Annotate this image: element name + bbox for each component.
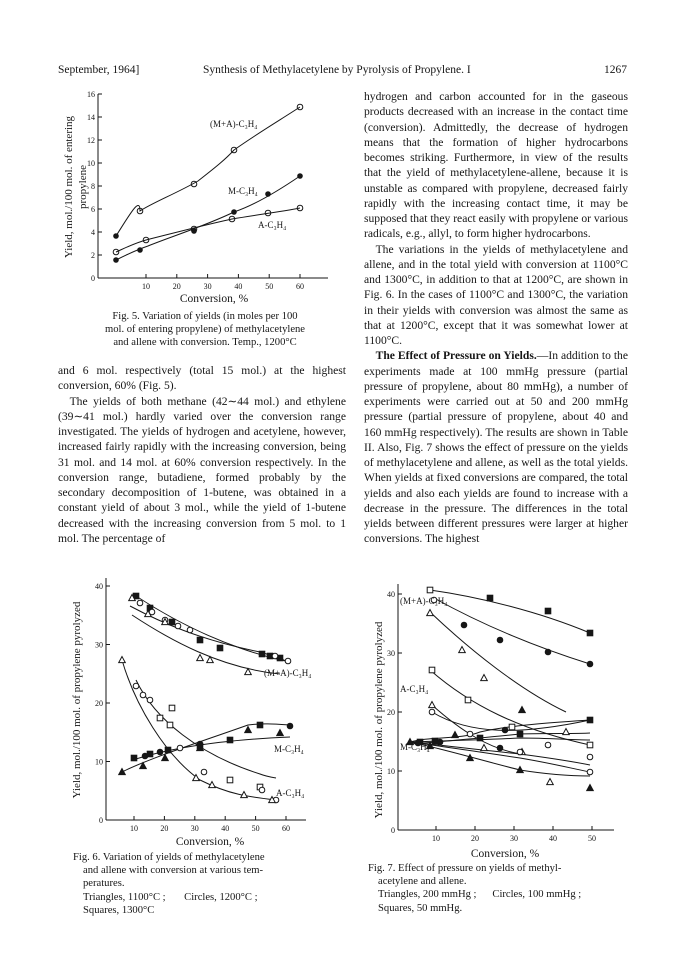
data-point (437, 739, 443, 745)
fig6-ylabel: Yield, mol./100 mol. of propylene pyrolyzed (71, 601, 83, 799)
fig6-caption-line: Squares, 1300°C (83, 904, 155, 916)
data-point (133, 683, 139, 689)
data-point (285, 658, 291, 664)
fig5-y-ticks (87, 90, 102, 283)
right-column-text (364, 89, 628, 547)
data-point (427, 610, 434, 616)
paragraph: The yields of both methane (42∼44 mol.) and ethylene (39∼41 mol.) hardly varied over the conversion range investigated. The yields of hydrogen and acetylene, however, increased fairly rapidly with the increasing conversion, being 31 mol. and 14 mol. at 60% conversion respectively. In the conversion range, butadiene, formed probably by the secondary decomposition of 1-butene, was obtained in a constant yield of about 3 mol., while the yield of 1-butene decreased with the increasing conversion from 5 mol. to 1 mol. The percentage of (58, 394, 346, 545)
fig5-caption-line: and allene with conversion. Temp., 1200°C (113, 337, 297, 349)
data-point (461, 622, 467, 628)
data-point (137, 600, 143, 606)
fig7-caption (368, 862, 638, 915)
fig7-caption-line: Squares, 50 mmHg. (378, 902, 463, 914)
data-point (259, 651, 265, 657)
data-point (481, 675, 488, 681)
fig6-label-m: M-C₃H₄ (274, 744, 304, 754)
running-header-title: Synthesis of Methylacetylene by Pyrolysis of Propylene. I (203, 64, 471, 76)
fig6-caption-line: Triangles, 1100°C ; Circles, 1200°C ; (83, 891, 258, 903)
tick-label: 10 (130, 824, 138, 833)
fig5-ylabel-2: propylene (77, 165, 89, 209)
data-point (502, 727, 508, 733)
data-point (157, 749, 163, 755)
data-point (272, 653, 278, 659)
tick-label: 40 (387, 590, 395, 599)
data-point (257, 722, 263, 728)
data-point (197, 655, 204, 661)
data-point (587, 754, 593, 760)
fig7-x-ticks (432, 826, 596, 843)
tick-label: 0 (391, 826, 395, 835)
data-point (119, 657, 126, 663)
figure-5 (58, 86, 352, 308)
tick-label: 30 (203, 282, 212, 291)
data-point (517, 731, 523, 737)
fig5-label-m: M-C₃H₄ (228, 186, 258, 196)
data-point (487, 595, 493, 601)
tick-label: 50 (251, 824, 260, 833)
data-point (227, 777, 233, 783)
data-point (259, 787, 265, 793)
fig6-points (119, 593, 293, 803)
data-point (587, 785, 594, 791)
tick-label: 30 (95, 640, 103, 650)
data-point (497, 637, 503, 643)
paragraph-body: —In addition to the experiments made at 100 mmHg pressure (partial pressure of propylene, about 80 mmHg), a number of experiments were carried out at 50 and 200 mmHg pressure (partial pressure of propylene, about 40 and 160 mmHg respectively). The results are shown in Table II. Also, Fig. 7 shows the effect of pressure on the yields of methylacetylene and allene, as well as the total yields. When yields at fixed conversions are compared, the total yields and also each yields are found to increase with a decrease in the pressure. The differences in the total yields between different pressures were larger at higher conversions. The highest (364, 349, 628, 546)
fig5-point (113, 257, 119, 263)
data-point (177, 745, 183, 751)
fig5-series-total (116, 107, 300, 236)
data-point (481, 745, 488, 751)
data-point (131, 755, 137, 761)
data-point (119, 769, 126, 775)
tick-label: 20 (172, 282, 181, 291)
data-point (452, 732, 459, 738)
data-point (563, 729, 570, 735)
data-point (587, 661, 593, 667)
data-point (545, 742, 551, 748)
fig6-label-a: A-C₃H₄ (276, 788, 305, 798)
data-point (245, 727, 252, 733)
fig7-caption-line: Fig. 7. Effect of pressure on yields of methyl- (368, 863, 562, 874)
tick-label: 30 (387, 649, 395, 658)
figure-7 (364, 578, 630, 860)
fig6-axes (106, 578, 306, 820)
fig7-caption-line: acetylene and allene. (378, 876, 467, 888)
data-point (467, 731, 473, 737)
data-point (547, 779, 554, 785)
data-point (587, 742, 593, 748)
tick-label: 20 (95, 699, 103, 708)
fig7-label-m: M-C₃H₄ (400, 742, 430, 752)
tick-label: 60 (282, 824, 290, 833)
left-column-text (58, 363, 346, 546)
data-point (517, 749, 523, 755)
data-point (169, 619, 175, 625)
fig6-xlabel: Conversion, % (175, 836, 245, 848)
fig5-point (297, 173, 303, 179)
data-point (197, 637, 203, 643)
fig7-points (407, 587, 594, 790)
tick-label: 20 (387, 708, 395, 717)
tick-label: 0 (91, 274, 95, 283)
fig5-point (137, 247, 143, 253)
data-point (429, 667, 435, 673)
fig5-point (231, 209, 237, 215)
data-point (429, 709, 435, 715)
tick-label: 20 (160, 824, 169, 833)
figure-6 (60, 570, 340, 870)
fig5-label-total: (M+A)-C₃H₄ (210, 119, 258, 129)
tick-label: 10 (142, 282, 150, 291)
data-point (587, 769, 593, 775)
tick-label: 10 (387, 767, 395, 776)
fig5-x-ticks (142, 274, 304, 291)
fig6-caption-line: Fig. 6. Variation of yields of methylacetylene (73, 852, 265, 863)
tick-label: 10 (95, 757, 103, 767)
data-point (217, 645, 223, 651)
fig5-caption-line: mol. of entering propylene) of methylacetylene (104, 324, 306, 336)
tick-label: 10 (87, 159, 95, 168)
fig5-ylabel: Yield, mol./100 mol. of entering (63, 115, 75, 259)
tick-label: 8 (91, 182, 95, 191)
tick-label: 40 (234, 282, 243, 291)
page-number: 1267 (604, 64, 627, 76)
data-point (509, 724, 515, 730)
data-point (587, 630, 593, 636)
tick-label: 4 (91, 228, 95, 237)
data-point (427, 587, 433, 593)
data-point (227, 737, 233, 743)
fig6-caption (73, 851, 353, 917)
data-point (277, 730, 284, 736)
tick-label: 0 (99, 816, 103, 825)
fig6-x-ticks (130, 816, 290, 833)
data-point (175, 623, 181, 629)
tick-label: 14 (87, 113, 95, 122)
fig7-label-total: (M+A)-C₃H₄ (400, 596, 448, 606)
tick-label: 40 (221, 824, 230, 833)
tick-label: 50 (265, 282, 274, 291)
data-point (157, 715, 163, 721)
data-point (497, 745, 503, 751)
paragraph (364, 348, 628, 546)
fig5-series-m (116, 176, 300, 260)
fig7-xlabel: Conversion, % (470, 848, 540, 860)
data-point (165, 747, 171, 753)
fig5-point (265, 191, 271, 197)
data-point (201, 769, 207, 775)
fig7-y-ticks (387, 590, 402, 835)
paragraph: hydrogen and carbon accounted for in the gaseous products decreased with an increase in the contact time (conversion). Admittedly, the decrease of hydrogen means that the formation of higher hydrocarbons becomes striking. Furthermore, in view of the results that the yield of methylacetylene-allene, because it is unstable as compared with propylene, decreased fairly rapidly with the increasing contact time, it may be supposed that they react easily with propylene or various radicals, e.g., allyl, to form higher hydrocarbons. (364, 90, 629, 241)
data-point (167, 722, 173, 728)
data-point (545, 649, 551, 655)
fig7-ylabel: Yield, mol./100 mol. of propylene pyrolyzed (373, 621, 385, 819)
fig5-series-a (116, 208, 300, 252)
data-point (140, 692, 146, 698)
tick-label: 40 (549, 834, 557, 843)
data-point (465, 697, 471, 703)
fig7-caption-line: Triangles, 200 mmHg ; Circles, 100 mmHg ; (378, 889, 582, 901)
data-point (287, 723, 293, 729)
tick-label: 12 (87, 136, 95, 145)
data-point (519, 707, 526, 713)
fig7-label-a: A-C₃H₄ (400, 684, 429, 694)
tick-label: 30 (190, 824, 199, 833)
data-point (429, 702, 436, 708)
data-point (477, 735, 483, 741)
section-heading: The Effect of Pressure on Yields. (375, 349, 537, 363)
fig6-y-ticks (95, 582, 110, 825)
tick-label: 60 (296, 282, 304, 291)
tick-label: 40 (95, 582, 103, 591)
data-point (545, 608, 551, 614)
fig5-xlabel: Conversion, % (179, 293, 249, 305)
tick-label: 10 (432, 834, 440, 843)
tick-label: 30 (510, 834, 518, 843)
running-header-left: September, 1964] (58, 64, 140, 76)
tick-label: 50 (588, 834, 596, 843)
data-point (459, 647, 466, 653)
fig6-label-total: (M+A)-C₃H₄ (264, 668, 312, 678)
paragraph: The variations in the yields of methylacetylene and allene, and in the total yield with conversion at 1100°C and 1300°C, in addition to that at 1200°C, are shown in Fig. 6. In the cases of 1100°C and 1300°C, the variation in their yields with conversion was almost the same as that at 1200°C, except that it was somewhat lower at 1100°C. (364, 242, 628, 347)
tick-label: 20 (471, 834, 479, 843)
data-point (147, 697, 153, 703)
data-point (142, 753, 148, 759)
data-point (169, 705, 175, 711)
fig6-caption-line: and allene with conversion at various tem- (83, 865, 264, 877)
tick-label: 16 (87, 90, 95, 99)
fig5-point (113, 233, 119, 239)
paragraph: and 6 mol. respectively (total 15 mol.) at the highest conversion, 60% (Fig. 5). (58, 364, 346, 393)
data-point (187, 627, 193, 633)
tick-label: 6 (91, 205, 95, 214)
fig5-caption-line: Fig. 5. Variation of yields (in moles per 100 (112, 311, 298, 322)
tick-label: 2 (91, 251, 95, 260)
fig5-label-a: A-C₃H₄ (258, 220, 287, 230)
fig6-caption-line: peratures. (83, 878, 125, 890)
fig5-caption (58, 310, 352, 350)
data-point (587, 717, 593, 723)
data-point (197, 741, 203, 747)
